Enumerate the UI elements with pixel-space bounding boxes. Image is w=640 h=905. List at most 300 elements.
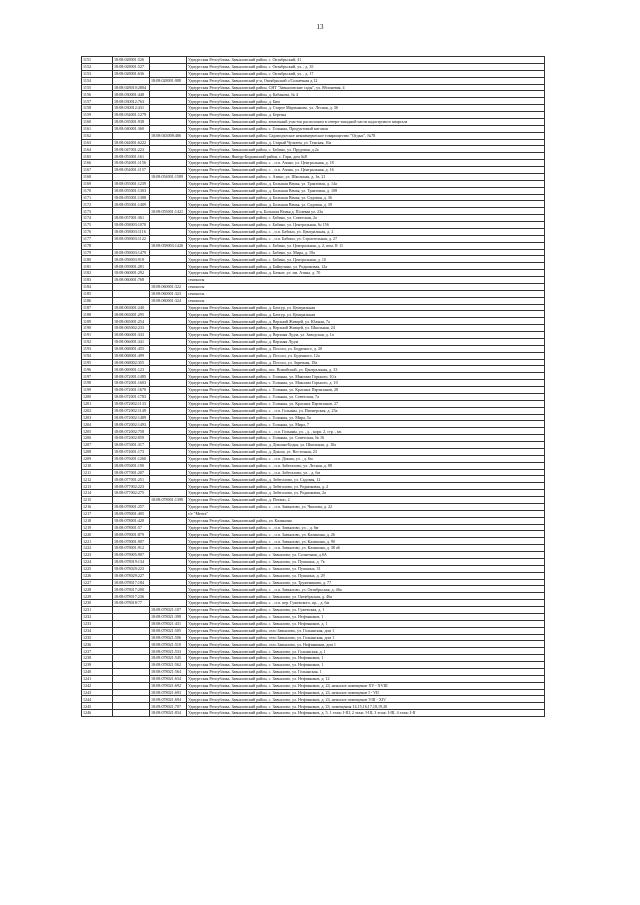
cadastral-number-b-cell bbox=[150, 565, 187, 572]
cadastral-number-b-cell bbox=[150, 318, 187, 325]
row-number-cell: 1200 bbox=[82, 393, 113, 400]
cadastral-number-b-cell: 18:08:078021:505 bbox=[150, 627, 187, 634]
table-row bbox=[82, 393, 545, 400]
address-cell: Удмуртская Республика, Завьяловский район, с. Завьялово, ул. Нефтяников, д. 5, 1 этаж: I-III, 2 этаж: I-III, 3 этаж: I-III, 4 этаж: I-II bbox=[187, 710, 545, 717]
cadastral-number-b-cell: 18:08:060001:324 bbox=[150, 297, 187, 304]
row-number-cell: 1219 bbox=[82, 524, 113, 531]
cadastral-number-a-cell: 18:08:058003:1479 bbox=[113, 249, 150, 256]
cadastral-number-b-cell bbox=[150, 277, 187, 284]
table-row bbox=[82, 483, 545, 490]
row-number-cell: 1233 bbox=[82, 620, 113, 627]
cadastral-number-b-cell bbox=[150, 139, 187, 146]
cadastral-number-a-cell: 18:08:058003:1070 bbox=[113, 222, 150, 229]
address-cell: Удмуртская Республика, Завьяловский район, с. Завьялово, ул. Пушкина, д. 7в bbox=[187, 558, 545, 565]
address-cell: Удмуртская Республика, Завьяловский район, с. , п.п. Гольяны, ул. , д. , корп. 2, стр. , кв. bbox=[187, 428, 545, 435]
table-row bbox=[82, 545, 545, 552]
address-cell: Удмуртская Республика, Завьяловский район, с. , п.п. Завьялово, ул. Калинина, д. 90 bbox=[187, 538, 545, 545]
cadastral-number-a-cell: 18:08:054001:1157 bbox=[113, 167, 150, 174]
cadastral-number-a-cell: 18:08:078001:405 bbox=[113, 510, 150, 517]
cadastral-number-a-cell bbox=[113, 620, 150, 627]
table-row bbox=[82, 57, 545, 64]
cadastral-number-b-cell bbox=[150, 387, 187, 394]
address-cell: Удмуртская Республика, Якшур-Бодьинский район, с. Гарн, дом №8 bbox=[187, 153, 545, 160]
address-cell: Удмуртская Республика, Завьяловский р-н, Большая Венья д. Полевая ул. 23а bbox=[187, 208, 545, 215]
table-row bbox=[82, 414, 545, 421]
cadastral-number-a-cell: 18:08:060001:292 bbox=[113, 270, 150, 277]
cadastral-number-b-cell bbox=[150, 455, 187, 462]
table-row bbox=[82, 662, 545, 669]
cadastral-number-a-cell bbox=[113, 297, 150, 304]
row-number-cell: 1159 bbox=[82, 112, 113, 119]
cadastral-number-a-cell: 18:08:028001:526 bbox=[113, 57, 150, 64]
cadastral-number-a-cell: 18:08:055001:1303 bbox=[113, 187, 150, 194]
row-number-cell: 1171 bbox=[82, 194, 113, 201]
cadastral-number-b-cell bbox=[150, 393, 187, 400]
cadastral-number-a-cell: 18:08:058003:1122 bbox=[113, 235, 150, 242]
table-row bbox=[82, 91, 545, 98]
cadastral-number-b-cell bbox=[150, 531, 187, 538]
row-number-cell: 1186 bbox=[82, 297, 113, 304]
cadastral-number-a-cell bbox=[113, 655, 150, 662]
address-cell: Удмуртская Республика, Завьяловский район, с. Бабино, ул. Мира, д. 19а bbox=[187, 249, 545, 256]
table-row bbox=[82, 105, 545, 112]
address-cell: Удмуртская Республика, Завьяловский район, с. Гольяны, Продуктовый магазин bbox=[187, 125, 545, 132]
table-row bbox=[82, 462, 545, 469]
cadastral-number-b-cell bbox=[150, 235, 187, 242]
address-cell: Удмуртская Республика, Завьяловский район, д. Верхний Живцей, ул. Школьная, 24 bbox=[187, 325, 545, 332]
cadastral-number-a-cell: 18:08:072001:1670 bbox=[113, 387, 150, 394]
table-row bbox=[82, 593, 545, 600]
row-number-cell: 1173 bbox=[82, 208, 113, 215]
cadastral-number-a-cell: 18:08:055001:1388 bbox=[113, 194, 150, 201]
address-cell: Удмуртская Республика, Завьяловский район, д. Березка bbox=[187, 112, 545, 119]
registry-table-container bbox=[81, 56, 536, 717]
table-row bbox=[82, 572, 545, 579]
row-number-cell: 1216 bbox=[82, 503, 113, 510]
address-cell: сенокосы bbox=[187, 277, 545, 284]
cadastral-number-b-cell: 18:08:078021:510 bbox=[150, 641, 187, 648]
cadastral-number-a-cell: 18:08:078001:907 bbox=[113, 538, 150, 545]
row-number-cell: 1165 bbox=[82, 153, 113, 160]
row-number-cell: 1175 bbox=[82, 222, 113, 229]
cadastral-number-a-cell: 18:08:068002:355 bbox=[113, 359, 150, 366]
cadastral-number-a-cell: 18:08:065001:254 bbox=[113, 318, 150, 325]
table-row bbox=[82, 400, 545, 407]
address-cell: Удмуртская Республика, Завьяловский район, д. Забегалово, ул. Родниковая, д. 2 bbox=[187, 483, 545, 490]
row-number-cell: 1169 bbox=[82, 180, 113, 187]
cadastral-number-b-cell: 18:08:054001:1589 bbox=[150, 173, 187, 180]
table-row bbox=[82, 304, 545, 311]
row-number-cell: 1156 bbox=[82, 91, 113, 98]
cadastral-number-a-cell: 18:08:030012:763 bbox=[113, 98, 150, 105]
cadastral-number-b-cell bbox=[150, 448, 187, 455]
row-number-cell: 1193 bbox=[82, 345, 113, 352]
cadastral-number-b-cell: 18:08:058003:1426 bbox=[150, 242, 187, 249]
cadastral-number-b-cell bbox=[150, 57, 187, 64]
row-number-cell: 1230 bbox=[82, 600, 113, 607]
row-number-cell: 1161 bbox=[82, 125, 113, 132]
table-row bbox=[82, 565, 545, 572]
address-cell: Удмуртская Республика, Завьяловский район, с. , п.п. Завьялово, ул. Октябрьская, д. 46а bbox=[187, 586, 545, 593]
address-cell: Удмуртская Республика, Завьяловский район, с. Бабино, ул. Советская, 2а bbox=[187, 215, 545, 222]
table-row bbox=[82, 380, 545, 387]
row-number-cell: 1197 bbox=[82, 373, 113, 380]
address-cell: Удмуртская Республика, Завьяловский район, село Завьялово, ул. Гольянская, дом 1 bbox=[187, 634, 545, 641]
table-row bbox=[82, 311, 545, 318]
address-cell: Удмуртская Республика, Завьяловский район, с. Завьялово, ул. Пушкина, 31 bbox=[187, 565, 545, 572]
row-number-cell: 1184 bbox=[82, 283, 113, 290]
address-cell: Удмуртская Республика, Завьяловский район, с. Азино, ул. Школьная, д. 1в, 21 bbox=[187, 173, 545, 180]
table-row bbox=[82, 290, 545, 297]
cadastral-number-b-cell: 18:08:055001:1421 bbox=[150, 208, 187, 215]
cadastral-number-b-cell bbox=[150, 249, 187, 256]
cadastral-number-a-cell: 18:08:063001:240 bbox=[113, 304, 150, 311]
cadastral-number-b-cell bbox=[150, 476, 187, 483]
table-row bbox=[82, 428, 545, 435]
address-cell: сенокосы bbox=[187, 283, 545, 290]
cadastral-number-a-cell bbox=[113, 290, 150, 297]
cadastral-number-a-cell: 18:08:057001:361 bbox=[113, 215, 150, 222]
table-row bbox=[82, 476, 545, 483]
row-number-cell: 1215 bbox=[82, 497, 113, 504]
cadastral-number-a-cell bbox=[113, 607, 150, 614]
row-number-cell: 1178 bbox=[82, 242, 113, 249]
table-row bbox=[82, 63, 545, 70]
cadastral-number-b-cell: 18:08:078021:533 bbox=[150, 648, 187, 655]
row-number-cell: 1191 bbox=[82, 332, 113, 339]
cadastral-number-b-cell bbox=[150, 201, 187, 208]
table-row bbox=[82, 187, 545, 194]
table-row bbox=[82, 448, 545, 455]
cadastral-number-b-cell bbox=[150, 98, 187, 105]
cadastral-number-a-cell: 18:08:060001:768 bbox=[113, 277, 150, 284]
address-cell: Удмуртская Республика, Завьяловский район, д. Посоол, ул. Заречная, 18а bbox=[187, 359, 545, 366]
cadastral-number-b-cell bbox=[150, 112, 187, 119]
cadastral-number-a-cell: 18:08:034001:1279 bbox=[113, 112, 150, 119]
cadastral-number-b-cell: 18:08:078021:694 bbox=[150, 696, 187, 703]
table-row bbox=[82, 586, 545, 593]
row-number-cell: 1196 bbox=[82, 366, 113, 373]
cadastral-number-a-cell: 18:08:078005:907 bbox=[113, 552, 150, 559]
address-cell: Удмуртская Республика, Завьяловский район, д. Кабанова, № 4 bbox=[187, 91, 545, 98]
cadastral-number-b-cell bbox=[150, 462, 187, 469]
row-number-cell: 1209 bbox=[82, 455, 113, 462]
row-number-cell: 1232 bbox=[82, 613, 113, 620]
row-number-cell: 1187 bbox=[82, 304, 113, 311]
row-number-cell: 1222 bbox=[82, 545, 113, 552]
table-row bbox=[82, 277, 545, 284]
cadastral-number-b-cell bbox=[150, 256, 187, 263]
address-cell: Удмуртская Республика, Завьяловский район, с. Гольяны, ул. Красных Партизанов, 27 bbox=[187, 400, 545, 407]
table-row bbox=[82, 146, 545, 153]
row-number-cell: 1224 bbox=[82, 558, 113, 565]
cadastral-number-b-cell bbox=[150, 160, 187, 167]
table-row bbox=[82, 222, 545, 229]
cadastral-number-b-cell bbox=[150, 524, 187, 531]
cadastral-number-a-cell: 18:08:072002:758 bbox=[113, 428, 150, 435]
cadastral-number-a-cell bbox=[113, 662, 150, 669]
registry-table-body bbox=[82, 57, 545, 717]
address-cell: Удмуртская Республика, Завьяловский район, с. Октябрьский, ул. , д. 35 bbox=[187, 63, 545, 70]
cadastral-number-a-cell: 18:08:072002:1133 bbox=[113, 400, 150, 407]
cadastral-number-a-cell bbox=[113, 283, 150, 290]
table-row bbox=[82, 435, 545, 442]
table-row bbox=[82, 167, 545, 174]
table-row bbox=[82, 703, 545, 710]
cadastral-number-b-cell: 18:08:078021:707 bbox=[150, 703, 187, 710]
row-number-cell: 1226 bbox=[82, 572, 113, 579]
table-row bbox=[82, 84, 545, 91]
row-number-cell: 1207 bbox=[82, 442, 113, 449]
cadastral-number-a-cell: 18:08:076001:1260 bbox=[113, 455, 150, 462]
row-number-cell: 1195 bbox=[82, 359, 113, 366]
cadastral-number-a-cell bbox=[113, 132, 150, 139]
cadastral-number-b-cell bbox=[150, 270, 187, 277]
address-cell: Удмуртская Республика, Завьяловский район, с. Завьялово, ул. Нефтяников, 1 bbox=[187, 613, 545, 620]
address-cell: Удмуртская Республика, Завьяловский район, с. Гольяны, ул. Советская, 7а bbox=[187, 393, 545, 400]
table-row bbox=[82, 366, 545, 373]
cadastral-number-a-cell bbox=[113, 668, 150, 675]
row-number-cell: 1214 bbox=[82, 490, 113, 497]
table-row bbox=[82, 132, 545, 139]
row-number-cell: 1238 bbox=[82, 655, 113, 662]
cadastral-number-a-cell: 18:08:077002:275 bbox=[113, 490, 150, 497]
table-row bbox=[82, 517, 545, 524]
table-row bbox=[82, 538, 545, 545]
cadastral-number-b-cell bbox=[150, 380, 187, 387]
cadastral-number-b-cell bbox=[150, 593, 187, 600]
address-cell: Удмуртская Республика, Завьяловский район, д. Потано, 2 bbox=[187, 497, 545, 504]
address-cell: Удмуртская Республика, Завьяловский район, д. Посоол, ул. Бодреного, д. 20 bbox=[187, 345, 545, 352]
cadastral-number-b-cell bbox=[150, 558, 187, 565]
table-row bbox=[82, 455, 545, 462]
address-cell: Удмуртская Республика, Завьяловский район, пос. Вожойский, ул. Центральная, д. 33 bbox=[187, 366, 545, 373]
address-cell: Удмуртская Республика, Завьяловский район, с. , п.п. Азино, ул. Центральная, д. 18 bbox=[187, 160, 545, 167]
table-row bbox=[82, 620, 545, 627]
page-number: 13 bbox=[316, 23, 324, 31]
cadastral-number-a-cell bbox=[113, 242, 150, 249]
table-row bbox=[82, 270, 545, 277]
table-row bbox=[82, 201, 545, 208]
cadastral-number-b-cell bbox=[150, 414, 187, 421]
cadastral-number-b-cell: 18:08:078021:562 bbox=[150, 662, 187, 669]
address-cell: Удмуртская Республика, Завьяловский район, с. , п.п. Завьялово, ул. , д. 6м bbox=[187, 524, 545, 531]
row-number-cell: 1213 bbox=[82, 483, 113, 490]
address-cell: Удмуртская Республика, Завьяловский район, с. Гольяны, ул. Советская, № 16 bbox=[187, 435, 545, 442]
cadastral-number-a-cell: 18:08:028001:636 bbox=[113, 70, 150, 77]
cadastral-number-a-cell bbox=[113, 613, 150, 620]
address-cell: Удмуртская Республика, Завьяловский район, с. Завьялово, ул. Солнечная, д.6А bbox=[187, 552, 545, 559]
cadastral-number-a-cell: 18:08:072001:1603 bbox=[113, 380, 150, 387]
address-cell: Удмуртская Республика, Завьяловский район, с. Октябрьский, ул. , д. 17 bbox=[187, 70, 545, 77]
address-cell: Удмуртская Республика, Завьяловский район, д. Забегалово, ул. Садовая, 12 bbox=[187, 476, 545, 483]
cadastral-number-b-cell bbox=[150, 517, 187, 524]
row-number-cell: 1208 bbox=[82, 448, 113, 455]
cadastral-number-a-cell: 18:08:069001:123 bbox=[113, 366, 150, 373]
row-number-cell: 1201 bbox=[82, 400, 113, 407]
address-cell: Удмуртская Республика, Завьяловский район, д. Старый Чультем, ул. Тенская, 16а bbox=[187, 139, 545, 146]
address-cell: Удмуртская Республика, Завьяловский район, с. , п.п. Азино, ул. Центральная, д. 16 bbox=[187, 167, 545, 174]
cadastral-number-a-cell: 18:08:053001:161 bbox=[113, 153, 150, 160]
cadastral-number-a-cell: 18:08:058003:1116 bbox=[113, 228, 150, 235]
table-row bbox=[82, 627, 545, 634]
cadastral-number-b-cell: 18:08:078021:564 bbox=[150, 668, 187, 675]
cadastral-number-a-cell: 18:08:066001:341 bbox=[113, 338, 150, 345]
cadastral-number-a-cell: 18:08:072002:859 bbox=[113, 435, 150, 442]
cadastral-number-b-cell: 18:08:078021:545 bbox=[150, 655, 187, 662]
address-cell: Удмуртская Республика, Завьяловский район, с. Завьялово, ул. Нефтяников, д. 23, помещения 14,15,16,17,18,19,20 bbox=[187, 703, 545, 710]
cadastral-number-b-cell bbox=[150, 366, 187, 373]
cadastral-number-a-cell bbox=[113, 689, 150, 696]
cadastral-number-a-cell: 18:08:054001:1156 bbox=[113, 160, 150, 167]
row-number-cell: 1218 bbox=[82, 517, 113, 524]
cadastral-number-b-cell bbox=[150, 180, 187, 187]
address-cell: Удмуртская Республика, Завьяловский район, д. Большая Венья, ул. Садовая, д. 39 bbox=[187, 201, 545, 208]
cadastral-number-a-cell bbox=[113, 641, 150, 648]
cadastral-number-b-cell bbox=[150, 538, 187, 545]
address-cell: Удмуртская Республика, Завьяловский район, с. Бабино, ул. Центральная, д. 2, пом. 8- 11 bbox=[187, 242, 545, 249]
row-number-cell: 1152 bbox=[82, 63, 113, 70]
table-row bbox=[82, 242, 545, 249]
row-number-cell: 1155 bbox=[82, 84, 113, 91]
table-row bbox=[82, 579, 545, 586]
address-cell: Удмуртская Республика, Завьяловский район, с. Завьялово, ул. Гужевская, д. 1 bbox=[187, 607, 545, 614]
row-number-cell: 1185 bbox=[82, 290, 113, 297]
table-row bbox=[82, 297, 545, 304]
address-cell: Удмуртская Республика, Завьяловский район, с. Завьялово, ул. Пушкина, д. 29 bbox=[187, 572, 545, 579]
address-cell: Удмуртская Республика, Завьяловский район, д. Старое Мартьяново, ул. Лесная, д. 36 bbox=[187, 105, 545, 112]
table-row bbox=[82, 345, 545, 352]
table-row bbox=[82, 160, 545, 167]
row-number-cell: 1223 bbox=[82, 552, 113, 559]
cadastral-number-b-cell bbox=[150, 600, 187, 607]
row-number-cell: 1172 bbox=[82, 201, 113, 208]
cadastral-number-b-cell bbox=[150, 187, 187, 194]
table-row bbox=[82, 607, 545, 614]
address-cell: с/т "Мечта" bbox=[187, 510, 545, 517]
cadastral-number-b-cell bbox=[150, 338, 187, 345]
row-number-cell: 1234 bbox=[82, 627, 113, 634]
row-number-cell: 1189 bbox=[82, 318, 113, 325]
cadastral-number-b-cell: 18:08:078021:693 bbox=[150, 689, 187, 696]
table-row bbox=[82, 125, 545, 132]
cadastral-number-a-cell bbox=[113, 497, 150, 504]
row-number-cell: 1241 bbox=[82, 675, 113, 682]
cadastral-number-a-cell: 18:08:076001:190 bbox=[113, 462, 150, 469]
cadastral-number-a-cell bbox=[113, 710, 150, 717]
address-cell: Удмуртская Республика, Завьяловский район, с. Октябрьский, 41 bbox=[187, 57, 545, 64]
address-cell: Удмуртская Республика, Завьяловский район, с. , п.п. Завьялово, ул. Чкалова, д. 22 bbox=[187, 503, 545, 510]
cadastral-number-b-cell bbox=[150, 125, 187, 132]
cadastral-number-b-cell: 18:08:078021:834 bbox=[150, 710, 187, 717]
cadastral-number-a-cell: 18:08:078001:879 bbox=[113, 531, 150, 538]
address-cell: Удмуртская Республика, Завьяловский район, с. , п.п. Забегалово, ул. , д. 6м bbox=[187, 469, 545, 476]
cadastral-number-b-cell bbox=[150, 435, 187, 442]
cadastral-number-a-cell bbox=[113, 682, 150, 689]
cadastral-number-b-cell bbox=[150, 70, 187, 77]
cadastral-number-b-cell bbox=[150, 167, 187, 174]
table-row bbox=[82, 180, 545, 187]
table-row bbox=[82, 524, 545, 531]
cadastral-number-a-cell: 18:08:068001:499 bbox=[113, 352, 150, 359]
table-row bbox=[82, 194, 545, 201]
row-number-cell: 1217 bbox=[82, 510, 113, 517]
address-cell: Удмуртская Республика, Завьяловский район, д. Докшан-Бодья, ул. Школьная, д. 10а bbox=[187, 442, 545, 449]
address-cell: Удмуртская Республика, Завьяловский район, с. Завьялово, ул. Нефтяников, д. 1 bbox=[187, 620, 545, 627]
cadastral-number-b-cell bbox=[150, 84, 187, 91]
cadastral-number-a-cell bbox=[113, 627, 150, 634]
cadastral-number-b-cell bbox=[150, 373, 187, 380]
table-row bbox=[82, 256, 545, 263]
table-row bbox=[82, 325, 545, 332]
cadastral-number-a-cell: 18:08:028010:2804 bbox=[113, 84, 150, 91]
row-number-cell: 1190 bbox=[82, 325, 113, 332]
cadastral-number-b-cell bbox=[150, 442, 187, 449]
row-number-cell: 1162 bbox=[82, 132, 113, 139]
row-number-cell: 1211 bbox=[82, 469, 113, 476]
cadastral-number-a-cell: 18:08:078001:57 bbox=[113, 524, 150, 531]
cadastral-number-b-cell: 18:08:078001:1398 bbox=[150, 497, 187, 504]
cadastral-number-b-cell bbox=[150, 325, 187, 332]
table-row bbox=[82, 710, 545, 717]
cadastral-number-a-cell: 18:08:030001:448 bbox=[113, 91, 150, 98]
cadastral-number-b-cell bbox=[150, 359, 187, 366]
table-row bbox=[82, 387, 545, 394]
address-cell: Удмуртская Республика, Завьяловский район, д. Бим bbox=[187, 98, 545, 105]
cadastral-number-b-cell bbox=[150, 194, 187, 201]
cadastral-number-a-cell: 18:08:068001:455 bbox=[113, 345, 150, 352]
cadastral-number-a-cell bbox=[113, 208, 150, 215]
cadastral-number-b-cell bbox=[150, 352, 187, 359]
cadastral-number-b-cell bbox=[150, 228, 187, 235]
cadastral-number-a-cell: 18:08:047001:223 bbox=[113, 146, 150, 153]
row-number-cell: 1168 bbox=[82, 173, 113, 180]
cadastral-number-a-cell: 18:08:035001:938 bbox=[113, 118, 150, 125]
table-row bbox=[82, 675, 545, 682]
table-row bbox=[82, 696, 545, 703]
table-row bbox=[82, 373, 545, 380]
cadastral-number-b-cell: 18:08:043008:486 bbox=[150, 132, 187, 139]
table-row bbox=[82, 352, 545, 359]
table-row bbox=[82, 510, 545, 517]
cadastral-number-a-cell: 18:08:055001:1239 bbox=[113, 180, 150, 187]
row-number-cell: 1237 bbox=[82, 648, 113, 655]
address-cell: Удмуртская Республика, Завьяловский район, с. Завьялово, ул. Нефтяников, д. 12 bbox=[187, 675, 545, 682]
address-cell: Удмуртская Республика, Завьяловский р-н, Октябрьский с/Солнечная д.12 bbox=[187, 77, 545, 84]
table-row bbox=[82, 503, 545, 510]
cadastral-number-a-cell: 18:08:077001:207 bbox=[113, 469, 150, 476]
address-cell: Удмуртская Республика, Завьяловский район, с. Завьялово, ул. Нефтяников, д. 23, нежилое помещение XV - XVIII bbox=[187, 682, 545, 689]
table-row bbox=[82, 249, 545, 256]
cadastral-number-b-cell bbox=[150, 545, 187, 552]
address-cell: Удмуртская Республика, Завьяловский район, с. Гольяны, ул. Мира, 5а bbox=[187, 414, 545, 421]
cadastral-number-b-cell bbox=[150, 421, 187, 428]
address-cell: Удмуртская Республика, Завьяловский район, с. Гольяны, ул. Максима Горького, 10 а bbox=[187, 373, 545, 380]
table-row bbox=[82, 70, 545, 77]
cadastral-number-a-cell: 18:08:074001:173 bbox=[113, 448, 150, 455]
cadastral-number-a-cell: 18:08:078019:134 bbox=[113, 558, 150, 565]
cadastral-number-a-cell: 18:08:078001:257 bbox=[113, 503, 150, 510]
table-row bbox=[82, 359, 545, 366]
cadastral-number-b-cell bbox=[150, 304, 187, 311]
address-cell: Удмуртская Республика, Завьяловский район, Садоводческое некоммерческое товарищество "Отдых", №78 bbox=[187, 132, 545, 139]
table-row bbox=[82, 552, 545, 559]
cadastral-number-a-cell bbox=[113, 696, 150, 703]
table-row bbox=[82, 283, 545, 290]
address-cell: Удмуртская Республика, Завьяловский район, с. Завьялово, ул. Гольянская, д. 1 bbox=[187, 648, 545, 655]
table-row bbox=[82, 139, 545, 146]
row-number-cell: 1236 bbox=[82, 641, 113, 648]
